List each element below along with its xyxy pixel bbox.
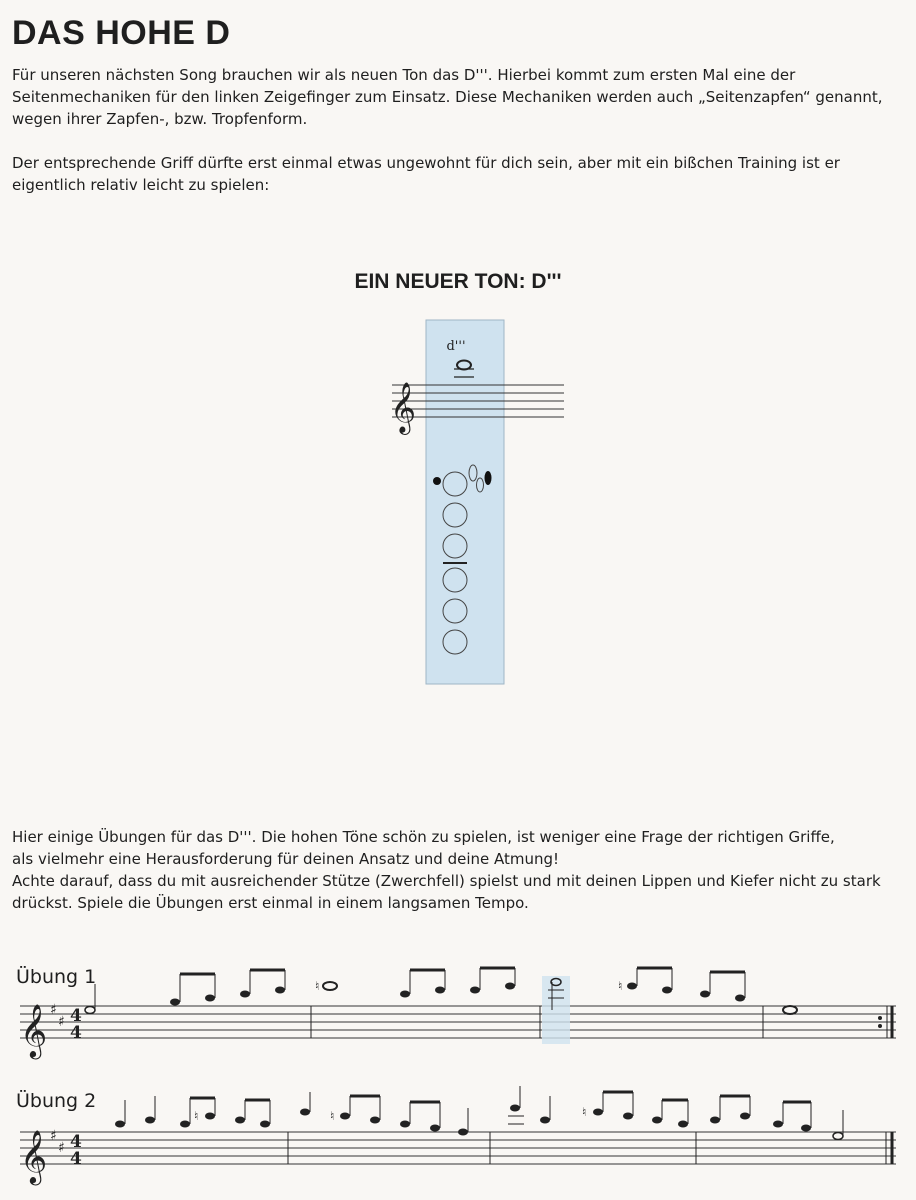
note bbox=[740, 1113, 750, 1120]
note bbox=[205, 995, 215, 1002]
exercises-intro-line-4: drückst. Spiele die Übungen erst einmal in einem langsamen Tempo. bbox=[12, 894, 529, 912]
note bbox=[458, 1129, 468, 1136]
sharp-icon: ♯ bbox=[50, 1002, 57, 1018]
note bbox=[260, 1121, 270, 1128]
note bbox=[783, 1006, 797, 1014]
note bbox=[435, 987, 445, 994]
treble-clef-icon: 𝄞 bbox=[390, 382, 417, 433]
exercises-intro-line-3: Achte darauf, dass du mit ausreichender Stütze (Zwerchfell) spielst und mit deinen Lippen und Kiefer nicht zu stark bbox=[12, 872, 881, 890]
repeat-dot bbox=[878, 1016, 882, 1020]
note bbox=[700, 991, 710, 998]
exercise-1-staff bbox=[0, 979, 916, 1057]
note-label: d''' bbox=[446, 339, 466, 354]
time-signature-top: 4 bbox=[70, 1006, 82, 1026]
note bbox=[170, 999, 180, 1006]
exercise-1-label: Übung 1 bbox=[16, 966, 97, 988]
note bbox=[505, 983, 515, 990]
note bbox=[652, 1117, 662, 1124]
intro-paragraph-2: Der entsprechende Griff dürfte erst einmal etwas ungewohnt für dich sein, aber mit ein bißchen Training ist er eigentlich relativ leicht zu spielen: bbox=[12, 154, 840, 194]
sharp-icon: ♯ bbox=[50, 1128, 57, 1144]
exercises-intro-line-2: als vielmehr eine Herausforderung für deinen Ansatz und deine Atmung! bbox=[12, 850, 560, 868]
note bbox=[593, 1109, 603, 1116]
note bbox=[370, 1117, 380, 1124]
note bbox=[735, 995, 745, 1002]
time-signature-bottom: 4 bbox=[70, 1023, 82, 1043]
note bbox=[470, 987, 480, 994]
note-d3 bbox=[510, 1105, 520, 1112]
sharp-icon: ♯ bbox=[58, 1140, 65, 1156]
treble-clef-icon: 𝄞 bbox=[20, 1129, 48, 1183]
note bbox=[430, 1125, 440, 1132]
note bbox=[85, 1007, 95, 1014]
side-key-right bbox=[485, 471, 492, 485]
note bbox=[540, 1117, 550, 1124]
thumb-key-dot bbox=[433, 477, 441, 485]
natural-icon: ♮ bbox=[315, 979, 320, 993]
note bbox=[300, 1109, 310, 1116]
note bbox=[400, 1121, 410, 1128]
note bbox=[145, 1117, 155, 1124]
natural-icon: ♮ bbox=[582, 1105, 587, 1119]
note bbox=[678, 1121, 688, 1128]
natural-icon: ♮ bbox=[618, 979, 623, 993]
treble-clef-icon: 𝄞 bbox=[20, 1003, 48, 1057]
note bbox=[662, 987, 672, 994]
page-title: DAS HOHE D bbox=[12, 14, 231, 52]
note bbox=[235, 1117, 245, 1124]
note bbox=[323, 982, 337, 990]
note bbox=[275, 987, 285, 994]
exercise-2-label: Übung 2 bbox=[16, 1090, 97, 1112]
note bbox=[710, 1117, 720, 1124]
fingering-highlight-panel bbox=[426, 320, 504, 684]
natural-icon: ♮ bbox=[194, 1109, 199, 1123]
note bbox=[180, 1121, 190, 1128]
fingering-chart bbox=[380, 318, 580, 688]
note bbox=[340, 1113, 350, 1120]
note bbox=[400, 991, 410, 998]
note bbox=[801, 1125, 811, 1132]
time-signature-bottom: 4 bbox=[70, 1149, 82, 1169]
note bbox=[833, 1133, 843, 1140]
note bbox=[623, 1113, 633, 1120]
note bbox=[240, 991, 250, 998]
natural-icon: ♮ bbox=[330, 1109, 335, 1123]
note bbox=[115, 1121, 125, 1128]
note bbox=[627, 983, 637, 990]
sharp-icon: ♯ bbox=[58, 1014, 65, 1030]
intro-paragraph: Für unseren nächsten Song brauchen wir als neuen Ton das D'''. Hierbei kommt zum ersten Mal eine der Seitenmechaniken für den linken Zeigefinger zum Einsatz. Diese Mechaniken werden auch „Seitenzapfen“ genannt, wegen ihrer Zapfen-, bzw. Tropfenform. bbox=[12, 66, 883, 128]
new-tone-heading: EIN NEUER TON: D''' bbox=[354, 270, 562, 293]
note bbox=[205, 1113, 215, 1120]
time-signature-top: 4 bbox=[70, 1132, 82, 1152]
exercise-2-staff bbox=[0, 1105, 916, 1183]
note bbox=[773, 1121, 783, 1128]
repeat-dot bbox=[878, 1024, 882, 1028]
exercises-intro-line-1: Hier einige Übungen für das D'''. Die hohen Töne schön zu spielen, ist weniger eine Frage der richtigen Griffe, bbox=[12, 828, 835, 846]
